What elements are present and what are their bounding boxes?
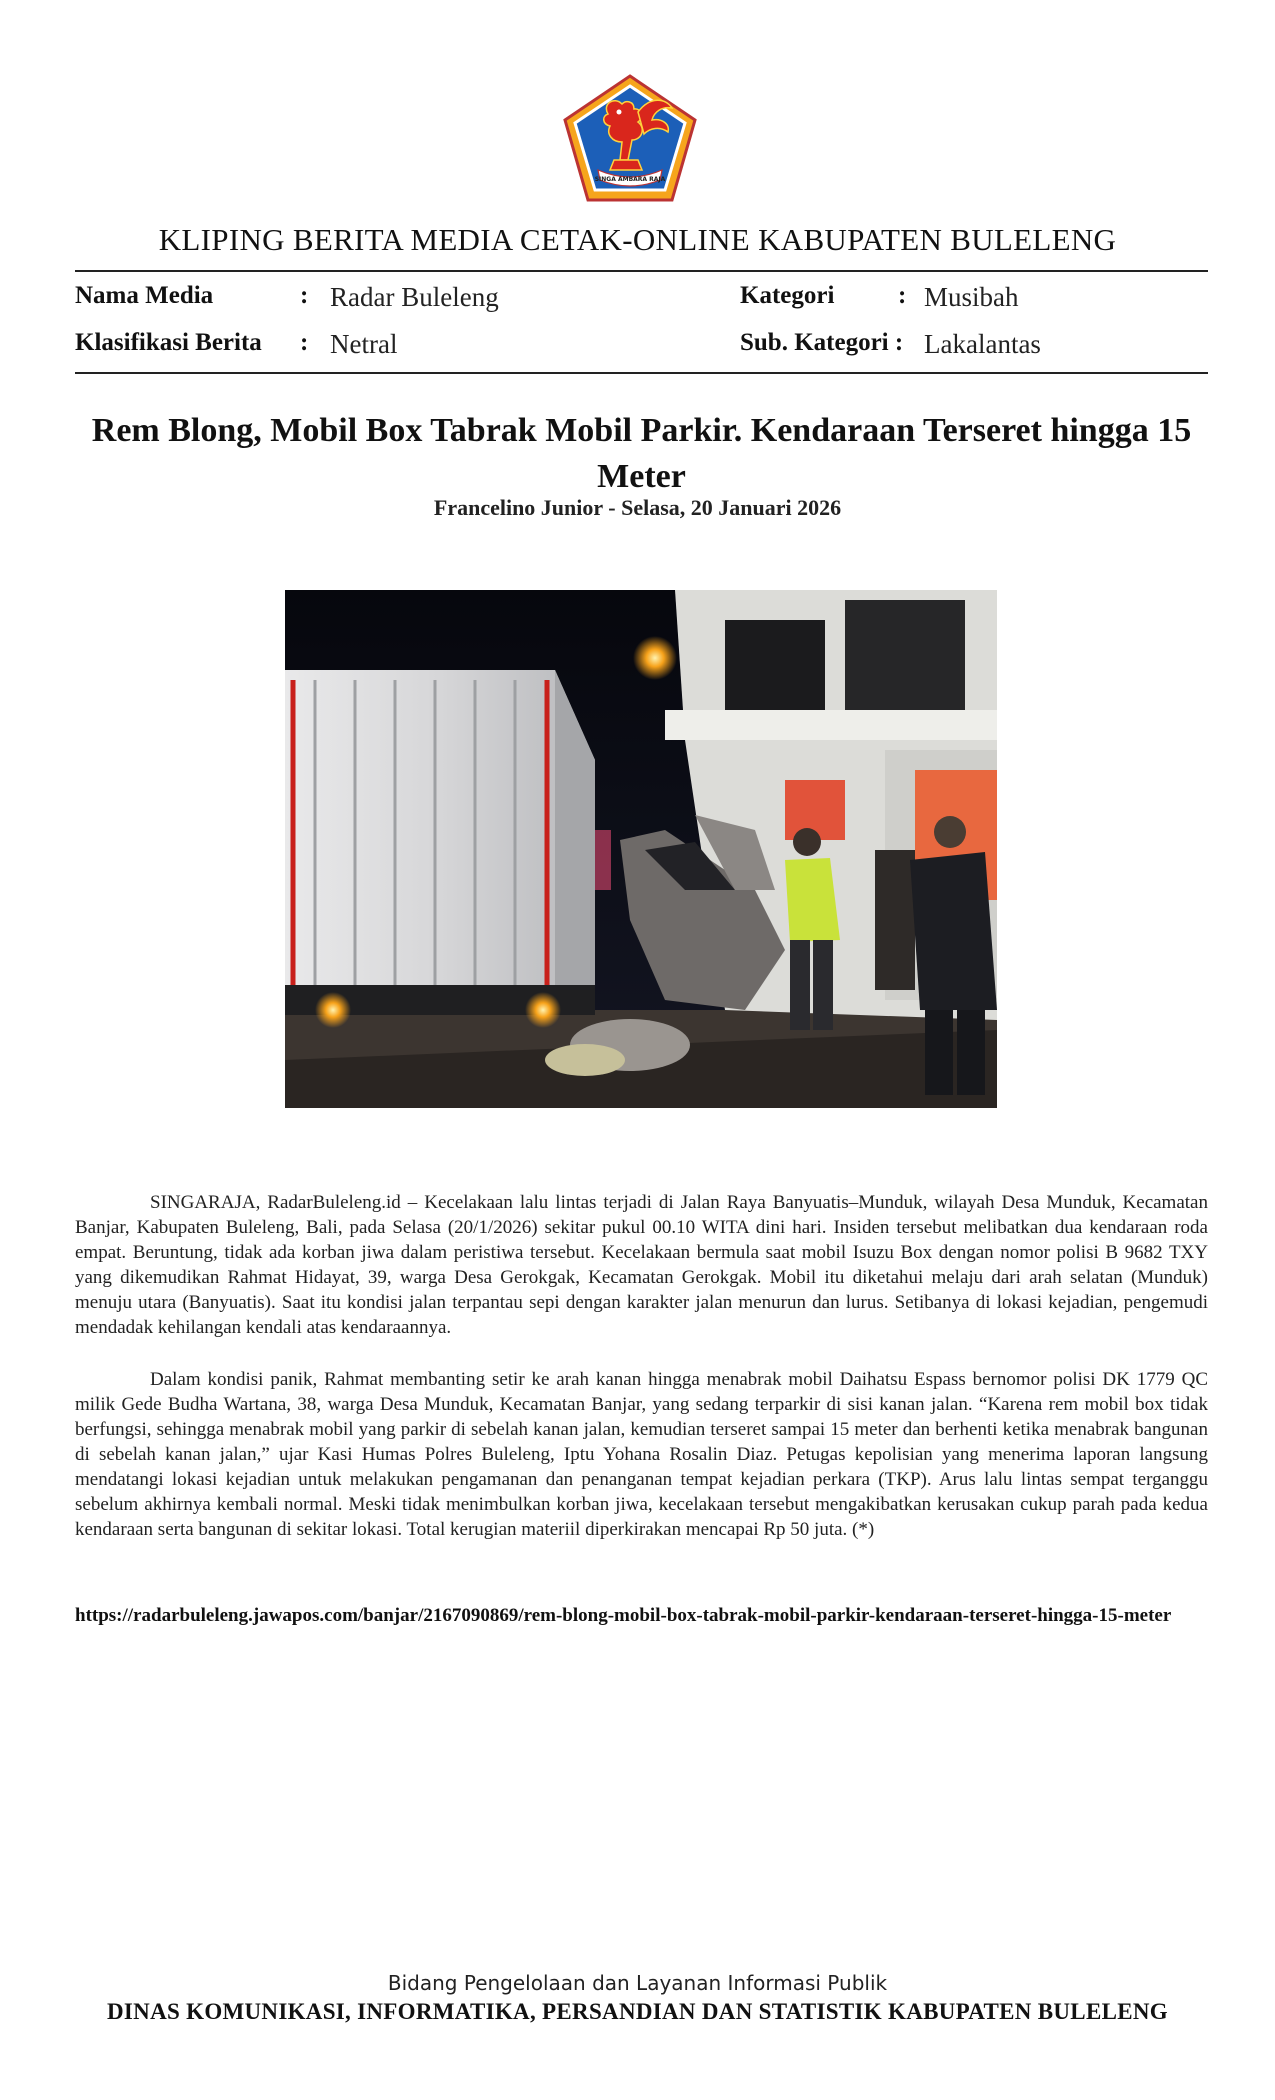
clipping-header-title: KLIPING BERITA MEDIA CETAK-ONLINE KABUPATEN BULELENG [158, 222, 1117, 257]
news-classification-label: Klasifikasi Berita [75, 329, 262, 356]
logo-banner-text: SINGA AMBARA RAJA [594, 176, 666, 183]
article-byline: Francelino Junior - Selasa, 20 Januari 2026 [433, 495, 842, 520]
article-paragraph: Dalam kondisi panik, Rahmat membanting setir ke arah kanan hingga menabrak mobil Daihatsu Espass bernomor polisi DK 1779 QC milik Gede Budha Wartana, 38, warga Desa Munduk, Kecamatan Banjar, yang sedang terparkir di sisi kanan jalan. “Karena rem mobil box tidak berfungsi, sehingga menabrak mobil yang parkir di sebelah kanan jalan, kemudian terseret sampai 15 meter dan berhenti ketika menabrak bangunan di sebelah kanan jalan,” ujar Kasi Humas Polres Buleleng, Iptu Yohana Rosalin Diaz. Petugas kepolisian yang menerima laporan langsung mendatangi lokasi kejadian untuk melakukan pengamanan dan penanganan tempat kejadian perkara (TKP). Arus lalu lintas sempat terganggu sebelum akhirnya kembali normal. Meski tidak menimbulkan korban jiwa, kecelakaan tersebut mengakibatkan kerusakan cukup parah pada kedua kendaraan serta bangunan di sekitar lokasi. Total kerugian materiil diperkirakan mencapai Rp 50 juta. (*) [75, 1369, 1208, 1540]
media-name-value: Radar Buleleng [330, 282, 499, 312]
subcategory-value: Lakalantas [924, 329, 1041, 359]
article-paragraph: SINGARAJA, RadarBuleleng.id – Kecelakaan lalu lintas terjadi di Jalan Raya Banyuatis–Munduk, wilayah Desa Munduk, Kecamatan Banjar, Kabupaten Buleleng, Bali, pada Selasa (20/1/2026) sekitar pukul 00.10 WITA dini hari. Insiden tersebut melibatkan dua kendaraan roda empat. Beruntung, tidak ada korban jiwa dalam peristiwa tersebut. Kecelakaan bermula saat mobil Isuzu Box dengan nomor polisi B 9682 TXY yang dikemudikan Rahmat Hidayat, 39, warga Desa Gerokgak, Kecamatan Gerokgak. Mobil itu diketahui melaju dari arah selatan (Munduk) menuju utara (Banyuatis). Saat itu kondisi jalan terpantau sepi dengan karakter jalan menurun dan lurus. Setibanya di lokasi kejadian, pengemudi mendadak kehilangan kendali atas kendaraannya. [75, 1192, 1208, 1338]
article-body [75, 1190, 1208, 1569]
singa-ambara-raja-crest-icon [562, 74, 698, 202]
news-classification-value: Netral [330, 329, 398, 359]
media-name-label: Nama Media [75, 282, 214, 309]
article-headline: Rem Blong, Mobil Box Tabrak Mobil Parkir. Kendaraan Terseret hingga 15 Meter [91, 412, 1192, 495]
category-label: Kategori [740, 282, 835, 309]
regency-logo [562, 74, 698, 202]
header-divider-bottom [75, 372, 1208, 374]
article-source-link[interactable]: https://radarbuleleng.jawapos.com/banjar/2167090869/rem-blong-mobil-box-tabrak-mobil-parkir-kendaraan-terseret-hingga-15-meter [75, 1605, 1172, 1626]
footer-department-name: DINAS KOMUNIKASI, INFORMATIKA, PERSANDIAN DAN STATISTIK KABUPATEN BULELENG [107, 1999, 1168, 2024]
header-divider-top [75, 270, 1208, 272]
subcategory-label: Sub. Kategori : [740, 329, 904, 356]
media-name-colon: : [300, 282, 309, 309]
accident-scene-photo [285, 590, 997, 1108]
footer-unit-name: Bidang Pengelolaan dan Layanan Informasi Publik [387, 1971, 888, 1995]
category-value: Musibah [924, 282, 1019, 312]
category-colon: : [898, 282, 907, 309]
news-classification-colon: : [300, 329, 309, 356]
